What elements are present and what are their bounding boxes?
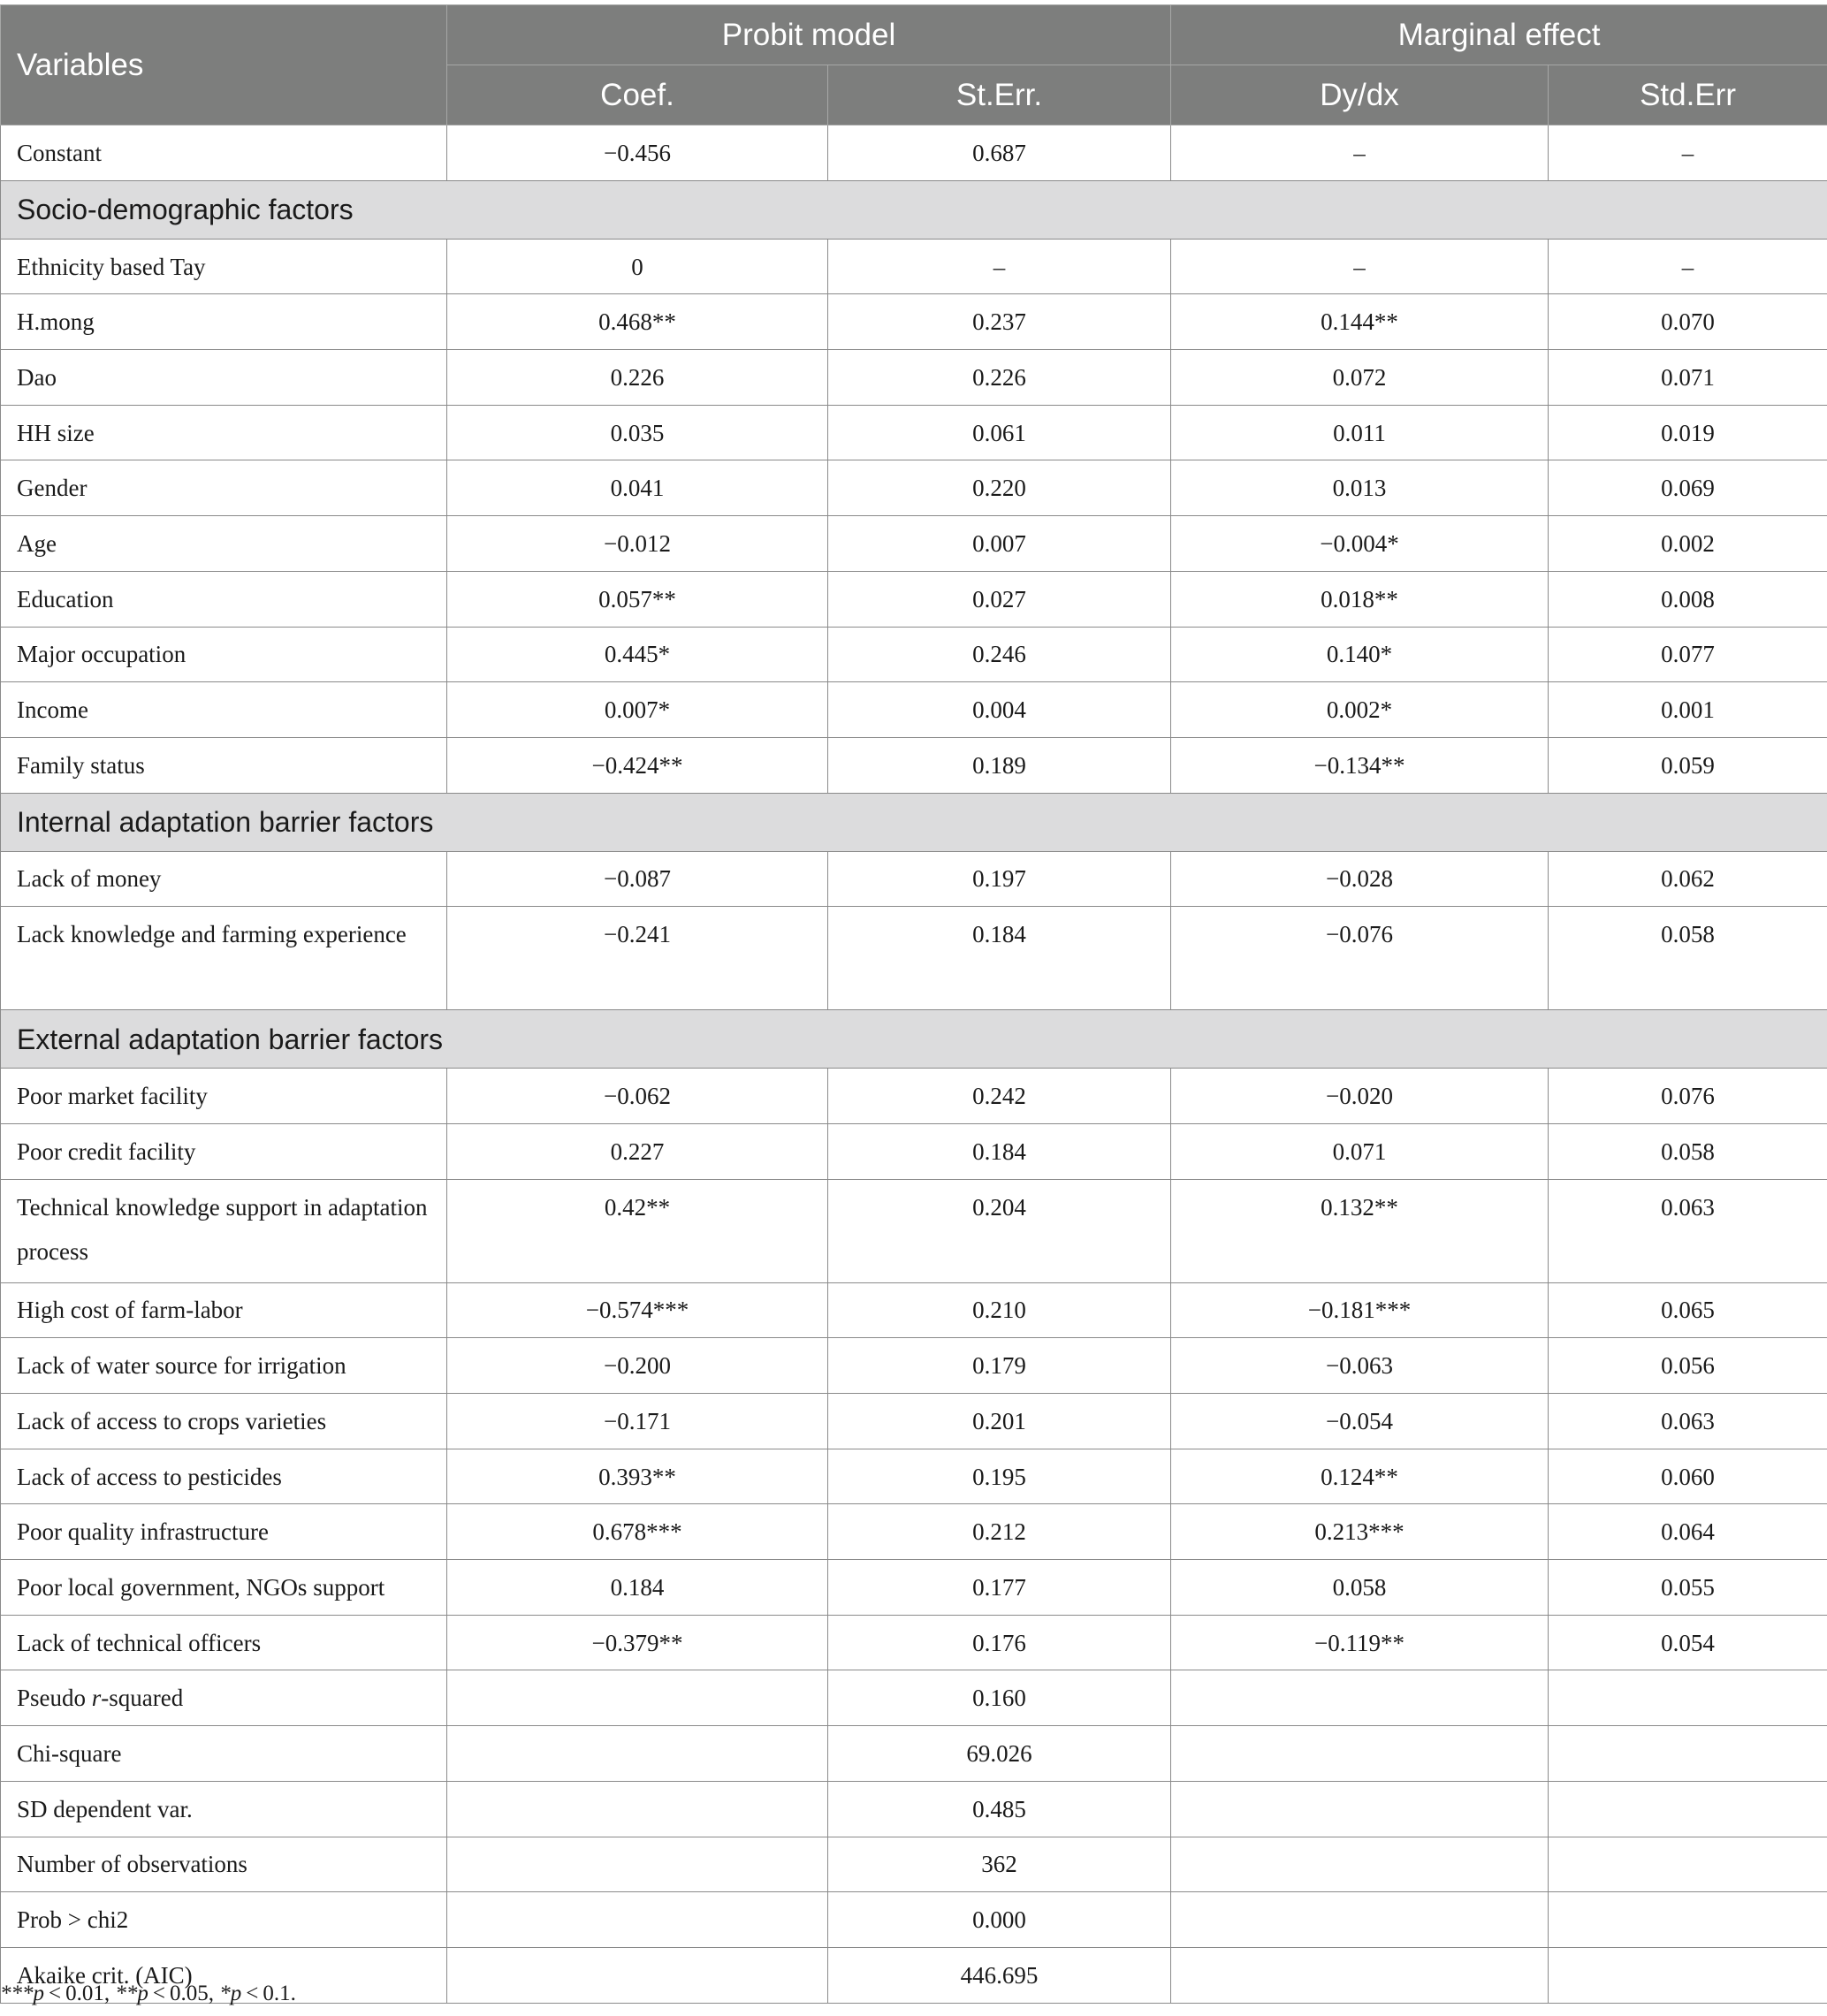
std-err-cell: – bbox=[1549, 239, 1827, 294]
dy-dx-cell bbox=[1171, 1726, 1549, 1782]
variable-name-cell: Lack knowledge and farming experience bbox=[1, 907, 447, 1010]
section-header-row bbox=[1, 1010, 1827, 1069]
regression-table bbox=[0, 4, 1827, 2004]
dy-dx-cell: 0.213*** bbox=[1171, 1504, 1549, 1560]
variable-name-cell: Income bbox=[1, 682, 447, 738]
st-err-cell: 0.179 bbox=[828, 1338, 1171, 1394]
variable-name-cell: Dao bbox=[1, 350, 447, 406]
std-err-cell: 0.060 bbox=[1549, 1449, 1827, 1504]
dy-dx-cell: −0.004* bbox=[1171, 516, 1549, 572]
dy-dx-cell: 0.140* bbox=[1171, 627, 1549, 682]
std-err-cell: 0.001 bbox=[1549, 682, 1827, 738]
table-row bbox=[1, 405, 1827, 460]
variable-name-cell: Gender bbox=[1, 460, 447, 516]
std-err-cell: – bbox=[1549, 126, 1827, 181]
section-title: External adaptation barrier factors bbox=[1, 1010, 1827, 1069]
dy-dx-cell bbox=[1171, 1837, 1549, 1892]
table-row bbox=[1, 1670, 1827, 1726]
dy-dx-cell: −0.020 bbox=[1171, 1069, 1549, 1124]
dy-dx-cell bbox=[1171, 1670, 1549, 1726]
coef-cell: 0 bbox=[447, 239, 828, 294]
variable-name-cell: Lack of money bbox=[1, 851, 447, 907]
dy-dx-cell bbox=[1171, 1892, 1549, 1948]
variable-name-cell: Major occupation bbox=[1, 627, 447, 682]
coef-cell bbox=[447, 1670, 828, 1726]
std-err-cell: 0.064 bbox=[1549, 1504, 1827, 1560]
std-err-cell: 0.056 bbox=[1549, 1338, 1827, 1394]
std-err-cell: 0.069 bbox=[1549, 460, 1827, 516]
coef-cell: −0.200 bbox=[447, 1338, 828, 1394]
table-row bbox=[1, 1560, 1827, 1616]
coef-cell: 0.184 bbox=[447, 1560, 828, 1616]
std-err-cell bbox=[1549, 1670, 1827, 1726]
coef-cell: −0.456 bbox=[447, 126, 828, 181]
st-err-cell: 0.061 bbox=[828, 405, 1171, 460]
st-err-cell: 0.197 bbox=[828, 851, 1171, 907]
table-row bbox=[1, 1781, 1827, 1837]
table-row bbox=[1, 239, 1827, 294]
header-probit-model: Probit model bbox=[447, 5, 1171, 65]
std-err-cell bbox=[1549, 1837, 1827, 1892]
st-err-cell: 0.184 bbox=[828, 907, 1171, 1010]
table-row bbox=[1, 350, 1827, 406]
table-row bbox=[1, 1837, 1827, 1892]
variable-name-cell: Lack of access to pesticides bbox=[1, 1449, 447, 1504]
dy-dx-cell: 0.018** bbox=[1171, 571, 1549, 627]
std-err-cell: 0.071 bbox=[1549, 350, 1827, 406]
dy-dx-cell: – bbox=[1171, 239, 1549, 294]
st-err-cell: 0.176 bbox=[828, 1615, 1171, 1670]
variable-name-cell: Chi-square bbox=[1, 1726, 447, 1782]
st-err-cell: 0.485 bbox=[828, 1781, 1171, 1837]
table-row bbox=[1, 682, 1827, 738]
table-header bbox=[1, 5, 1827, 126]
st-err-cell: 0.184 bbox=[828, 1123, 1171, 1179]
coef-cell: −0.574*** bbox=[447, 1282, 828, 1338]
dy-dx-cell: −0.028 bbox=[1171, 851, 1549, 907]
variable-name-cell: Poor credit facility bbox=[1, 1123, 447, 1179]
table-row bbox=[1, 627, 1827, 682]
std-err-cell: 0.008 bbox=[1549, 571, 1827, 627]
table-row bbox=[1, 1282, 1827, 1338]
variable-name-cell: HH size bbox=[1, 405, 447, 460]
header-st-err: St.Err. bbox=[828, 65, 1171, 126]
variable-name-cell: SD dependent var. bbox=[1, 1781, 447, 1837]
coef-cell: 0.678*** bbox=[447, 1504, 828, 1560]
variable-name-cell: Poor local government, NGOs support bbox=[1, 1560, 447, 1616]
coef-cell: 0.468** bbox=[447, 294, 828, 350]
std-err-cell: 0.063 bbox=[1549, 1394, 1827, 1449]
coef-cell: 0.226 bbox=[447, 350, 828, 406]
std-err-cell bbox=[1549, 1947, 1827, 2003]
table-body bbox=[1, 126, 1827, 2004]
st-err-cell: 0.220 bbox=[828, 460, 1171, 516]
coef-cell: −0.012 bbox=[447, 516, 828, 572]
header-std-err: Std.Err bbox=[1549, 65, 1827, 126]
coef-cell: 0.393** bbox=[447, 1449, 828, 1504]
coef-cell: 0.227 bbox=[447, 1123, 828, 1179]
std-err-cell: 0.065 bbox=[1549, 1282, 1827, 1338]
dy-dx-cell: −0.134** bbox=[1171, 737, 1549, 793]
st-err-cell: 69.026 bbox=[828, 1726, 1171, 1782]
dy-dx-cell: 0.124** bbox=[1171, 1449, 1549, 1504]
section-title: Internal adaptation barrier factors bbox=[1, 793, 1827, 851]
variable-name-cell: Constant bbox=[1, 126, 447, 181]
dy-dx-cell: 0.011 bbox=[1171, 405, 1549, 460]
table-row bbox=[1, 460, 1827, 516]
dy-dx-cell: 0.132** bbox=[1171, 1179, 1549, 1282]
variable-name-cell: Poor market facility bbox=[1, 1069, 447, 1124]
variable-name-cell: Technical knowledge support in adaptation process bbox=[1, 1179, 447, 1282]
table-row bbox=[1, 1726, 1827, 1782]
st-err-cell: 446.695 bbox=[828, 1947, 1171, 2003]
coef-cell: 0.42** bbox=[447, 1179, 828, 1282]
header-variables: Variables bbox=[1, 5, 447, 126]
std-err-cell bbox=[1549, 1781, 1827, 1837]
st-err-cell: 0.237 bbox=[828, 294, 1171, 350]
dy-dx-cell: −0.181*** bbox=[1171, 1282, 1549, 1338]
dy-dx-cell bbox=[1171, 1947, 1549, 2003]
variable-name-cell: Lack of access to crops varieties bbox=[1, 1394, 447, 1449]
table-row bbox=[1, 571, 1827, 627]
table-row bbox=[1, 1123, 1827, 1179]
table-row bbox=[1, 907, 1827, 1010]
dy-dx-cell: −0.119** bbox=[1171, 1615, 1549, 1670]
st-err-cell: 0.189 bbox=[828, 737, 1171, 793]
table-row bbox=[1, 294, 1827, 350]
variable-name-cell: H.mong bbox=[1, 294, 447, 350]
coef-cell bbox=[447, 1947, 828, 2003]
st-err-cell: 0.226 bbox=[828, 350, 1171, 406]
std-err-cell: 0.019 bbox=[1549, 405, 1827, 460]
coef-cell: 0.035 bbox=[447, 405, 828, 460]
coef-cell: 0.445* bbox=[447, 627, 828, 682]
dy-dx-cell: 0.071 bbox=[1171, 1123, 1549, 1179]
section-title: Socio-demographic factors bbox=[1, 180, 1827, 239]
std-err-cell: 0.055 bbox=[1549, 1560, 1827, 1616]
dy-dx-cell bbox=[1171, 1781, 1549, 1837]
variable-name-cell: Number of observations bbox=[1, 1837, 447, 1892]
significance-footnote: ***p < 0.01, **p < 0.05, *p < 0.1. bbox=[0, 1982, 296, 2005]
dy-dx-cell: 0.058 bbox=[1171, 1560, 1549, 1616]
st-err-cell: 0.007 bbox=[828, 516, 1171, 572]
st-err-cell: 0.027 bbox=[828, 571, 1171, 627]
st-err-cell: 0.246 bbox=[828, 627, 1171, 682]
table-row bbox=[1, 1338, 1827, 1394]
st-err-cell: 0.000 bbox=[828, 1892, 1171, 1948]
st-err-cell: 0.177 bbox=[828, 1560, 1171, 1616]
table-row bbox=[1, 851, 1827, 907]
st-err-cell: 0.004 bbox=[828, 682, 1171, 738]
table-row bbox=[1, 737, 1827, 793]
header-coef: Coef. bbox=[447, 65, 828, 126]
dy-dx-cell: −0.054 bbox=[1171, 1394, 1549, 1449]
std-err-cell: 0.058 bbox=[1549, 907, 1827, 1010]
table-row bbox=[1, 1615, 1827, 1670]
coef-cell: −0.379** bbox=[447, 1615, 828, 1670]
coef-cell: −0.424** bbox=[447, 737, 828, 793]
st-err-cell: 0.212 bbox=[828, 1504, 1171, 1560]
table-row bbox=[1, 1394, 1827, 1449]
dy-dx-cell: 0.002* bbox=[1171, 682, 1549, 738]
variable-name-cell: Lack of water source for irrigation bbox=[1, 1338, 447, 1394]
dy-dx-cell: 0.072 bbox=[1171, 350, 1549, 406]
header-row-groups bbox=[1, 5, 1827, 65]
coef-cell bbox=[447, 1837, 828, 1892]
st-err-cell: – bbox=[828, 239, 1171, 294]
variable-name-cell: High cost of farm-labor bbox=[1, 1282, 447, 1338]
dy-dx-cell: 0.144** bbox=[1171, 294, 1549, 350]
std-err-cell: 0.062 bbox=[1549, 851, 1827, 907]
std-err-cell bbox=[1549, 1892, 1827, 1948]
variable-name-cell: Lack of technical officers bbox=[1, 1615, 447, 1670]
variable-name-cell: Akaike crit. (AIC) bbox=[1, 1947, 447, 2003]
variable-name-cell: Ethnicity based Tay bbox=[1, 239, 447, 294]
st-err-cell: 0.687 bbox=[828, 126, 1171, 181]
std-err-cell: 0.076 bbox=[1549, 1069, 1827, 1124]
std-err-cell: 0.058 bbox=[1549, 1123, 1827, 1179]
st-err-cell: 0.160 bbox=[828, 1670, 1171, 1726]
dy-dx-cell: −0.076 bbox=[1171, 907, 1549, 1010]
std-err-cell: 0.002 bbox=[1549, 516, 1827, 572]
header-marginal-effect: Marginal effect bbox=[1171, 5, 1827, 65]
st-err-cell: 0.201 bbox=[828, 1394, 1171, 1449]
table-row bbox=[1, 1449, 1827, 1504]
section-header-row bbox=[1, 180, 1827, 239]
variable-name-cell: Prob > chi2 bbox=[1, 1892, 447, 1948]
variable-name-cell: Poor quality infrastructure bbox=[1, 1504, 447, 1560]
table-row bbox=[1, 1069, 1827, 1124]
table-row bbox=[1, 516, 1827, 572]
variable-name-cell: Family status bbox=[1, 737, 447, 793]
std-err-cell: 0.054 bbox=[1549, 1615, 1827, 1670]
st-err-cell: 0.195 bbox=[828, 1449, 1171, 1504]
st-err-cell: 0.242 bbox=[828, 1069, 1171, 1124]
st-err-cell: 0.210 bbox=[828, 1282, 1171, 1338]
coef-cell bbox=[447, 1892, 828, 1948]
coef-cell bbox=[447, 1781, 828, 1837]
dy-dx-cell: 0.013 bbox=[1171, 460, 1549, 516]
variable-name-cell: Pseudo r-squared bbox=[1, 1670, 447, 1726]
coef-cell bbox=[447, 1726, 828, 1782]
table-row bbox=[1, 126, 1827, 181]
coef-cell: −0.241 bbox=[447, 907, 828, 1010]
coef-cell: −0.171 bbox=[447, 1394, 828, 1449]
coef-cell: 0.007* bbox=[447, 682, 828, 738]
table-row bbox=[1, 1179, 1827, 1282]
coef-cell: −0.087 bbox=[447, 851, 828, 907]
dy-dx-cell: −0.063 bbox=[1171, 1338, 1549, 1394]
coef-cell: −0.062 bbox=[447, 1069, 828, 1124]
std-err-cell bbox=[1549, 1726, 1827, 1782]
header-dy-dx: Dy/dx bbox=[1171, 65, 1549, 126]
dy-dx-cell: – bbox=[1171, 126, 1549, 181]
std-err-cell: 0.063 bbox=[1549, 1179, 1827, 1282]
table-row bbox=[1, 1504, 1827, 1560]
st-err-cell: 0.204 bbox=[828, 1179, 1171, 1282]
variable-name-cell: Age bbox=[1, 516, 447, 572]
variable-name-cell: Education bbox=[1, 571, 447, 627]
std-err-cell: 0.059 bbox=[1549, 737, 1827, 793]
st-err-cell: 362 bbox=[828, 1837, 1171, 1892]
section-header-row bbox=[1, 793, 1827, 851]
table-row bbox=[1, 1892, 1827, 1948]
std-err-cell: 0.070 bbox=[1549, 294, 1827, 350]
coef-cell: 0.057** bbox=[447, 571, 828, 627]
coef-cell: 0.041 bbox=[447, 460, 828, 516]
std-err-cell: 0.077 bbox=[1549, 627, 1827, 682]
